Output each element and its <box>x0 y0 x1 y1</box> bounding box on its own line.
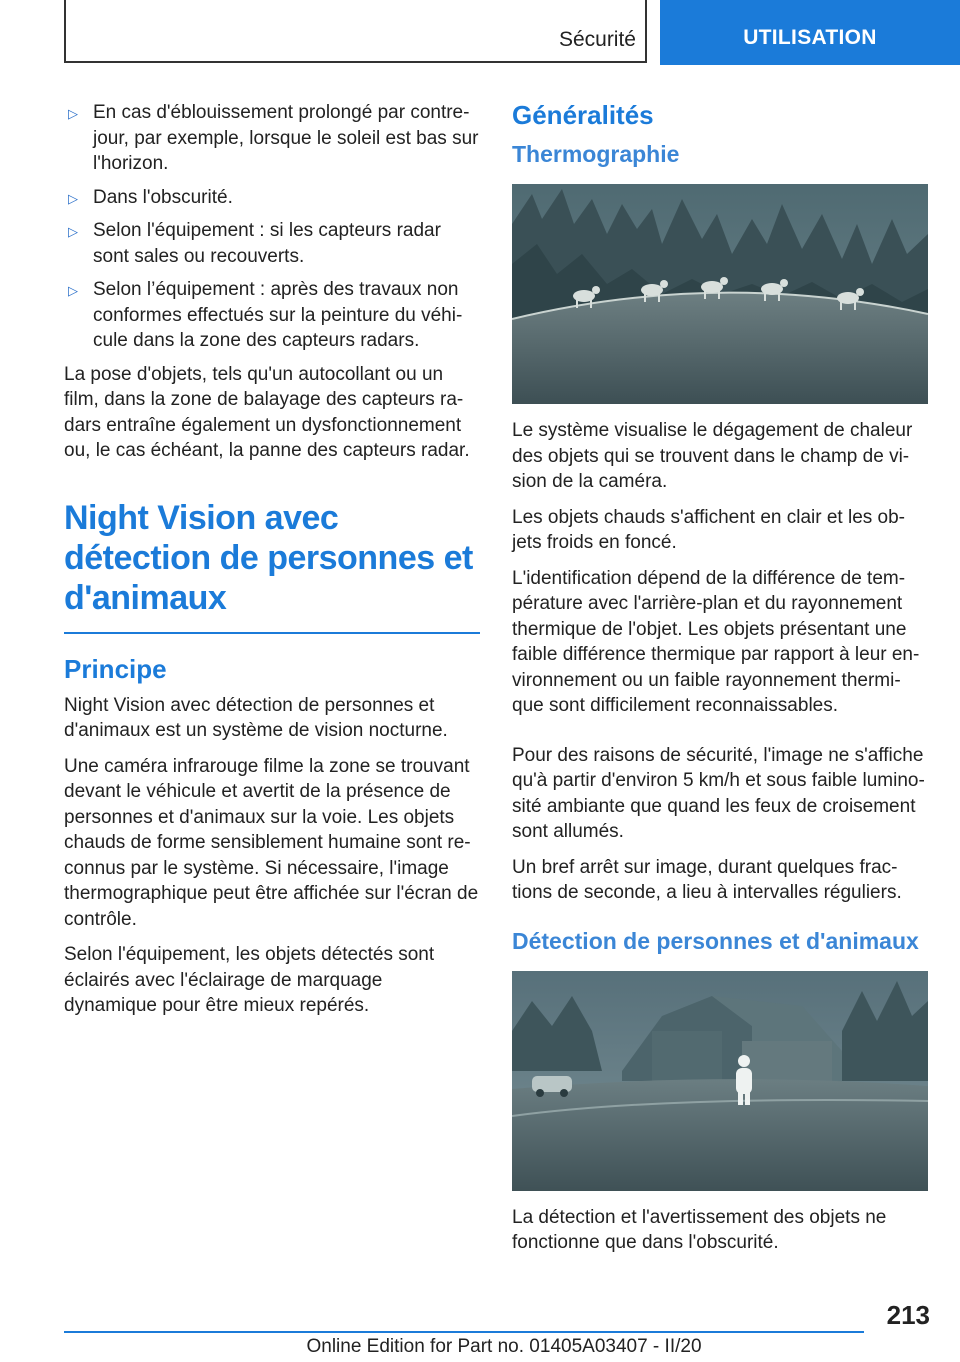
conditions-list <box>64 100 480 354</box>
paragraph-principe-3: Selon l'équipement, les objets détectés sont éclairés avec l'éclairage de marquage dynamique pour être mieux repérés. <box>64 944 435 1016</box>
paragraph-thermo-4: Pour des raisons de sécurité, l'image ne s'affiche qu'à partir d'environ 5 km/h et sous faible lumino-sité ambiante que quand les feux de croisement sont allumés. <box>512 744 925 842</box>
right-column <box>512 100 932 1266</box>
header-chapter-tab[interactable]: UTILISATION <box>660 0 960 65</box>
paragraph-thermo-5: Un bref arrêt sur image, durant quelques frac-tions de seconde, a lieu à intervalles réguliers. <box>512 856 902 903</box>
thermal-image-animals <box>512 184 928 404</box>
paragraph-detection-1: La détection et l'avertissement des objets ne fonctionne que dans l'obscurité. <box>512 1206 887 1253</box>
subtitle-thermographie: Thermographie <box>512 141 680 167</box>
footer-divider <box>64 1331 864 1333</box>
paragraph-principe-2: Une caméra infrarouge filme la zone se trouvant devant le véhicule et avertit de la présence de personnes et d'animaux sur la voie. Les objets chauds de forme sensiblement humaine sont re-connus par le système. Si nécessaire, l'image thermographique peut être affichée sur l'écran de contrôle. <box>64 755 479 930</box>
page-number: 213 <box>886 1300 930 1330</box>
section-title-night-vision: Night Vision avec détection de personnes et d'animaux <box>64 498 473 617</box>
paragraph-principe-1: Night Vision avec détection de personnes et d'animaux est un système de vision nocturne. <box>64 694 448 741</box>
spacer <box>512 729 932 743</box>
header-section-label: Sécurité <box>558 28 636 51</box>
list-item: ▷ Dans l'obscurité. <box>64 185 480 211</box>
bullet-triangle-icon: ▷ <box>68 283 78 298</box>
bullet-triangle-icon: ▷ <box>68 224 78 239</box>
bullet-triangle-icon: ▷ <box>68 190 78 206</box>
footer-edition-text: Online Edition for Part no. 01405A03407 - II/20 <box>306 1336 702 1357</box>
paragraph-thermo-1: Le système visualise le dégagement de chaleur des objets qui se trouvent dans le champ de vi-sion de la caméra. <box>512 420 913 492</box>
bullet-triangle-icon: ▷ <box>68 106 78 121</box>
subtitle-detection: Détection de personnes et d'animaux <box>512 927 919 954</box>
subtitle-principe: Principe <box>64 653 167 684</box>
paragraph-thermo-3: L'identification dépend de la différence de tem-pérature avec l'arrière-plan et du rayonnement thermique de l'objet. Les objets présentant une faible différence thermique par rapport à leur en-vironnement ou un faible rayonnement thermi-que sont difficilement reconnaissables. <box>512 567 920 716</box>
subtitle-generalites: Généralités <box>512 100 654 130</box>
list-item: ▷ Selon l’équipement : après des travaux non conformes effectués sur la peinture du véhi-cule dans la zone des capteurs radars. <box>68 279 463 351</box>
thermal-image-pedestrian <box>512 971 928 1191</box>
paragraph-thermo-2: Les objets chauds s'affichent en clair et les ob-jets froids en foncé. <box>512 506 906 553</box>
section-divider <box>64 632 480 634</box>
left-column <box>64 100 480 1029</box>
paragraph-radar-stickers: La pose d'objets, tels qu'un autocollant ou un film, dans la zone de balayage des capteurs ra-dars entraîne également un dysfonctionnement ou, le cas échéant, la panne des capteurs radar. <box>64 363 470 461</box>
list-item: ▷ Selon l'équipement : si les capteurs radar sont sales ou recouverts. <box>68 220 441 267</box>
list-item: ▷ En cas d'éblouissement prolongé par contre-jour, par exemple, lorsque le soleil est bas sur l'horizon. <box>68 102 479 174</box>
